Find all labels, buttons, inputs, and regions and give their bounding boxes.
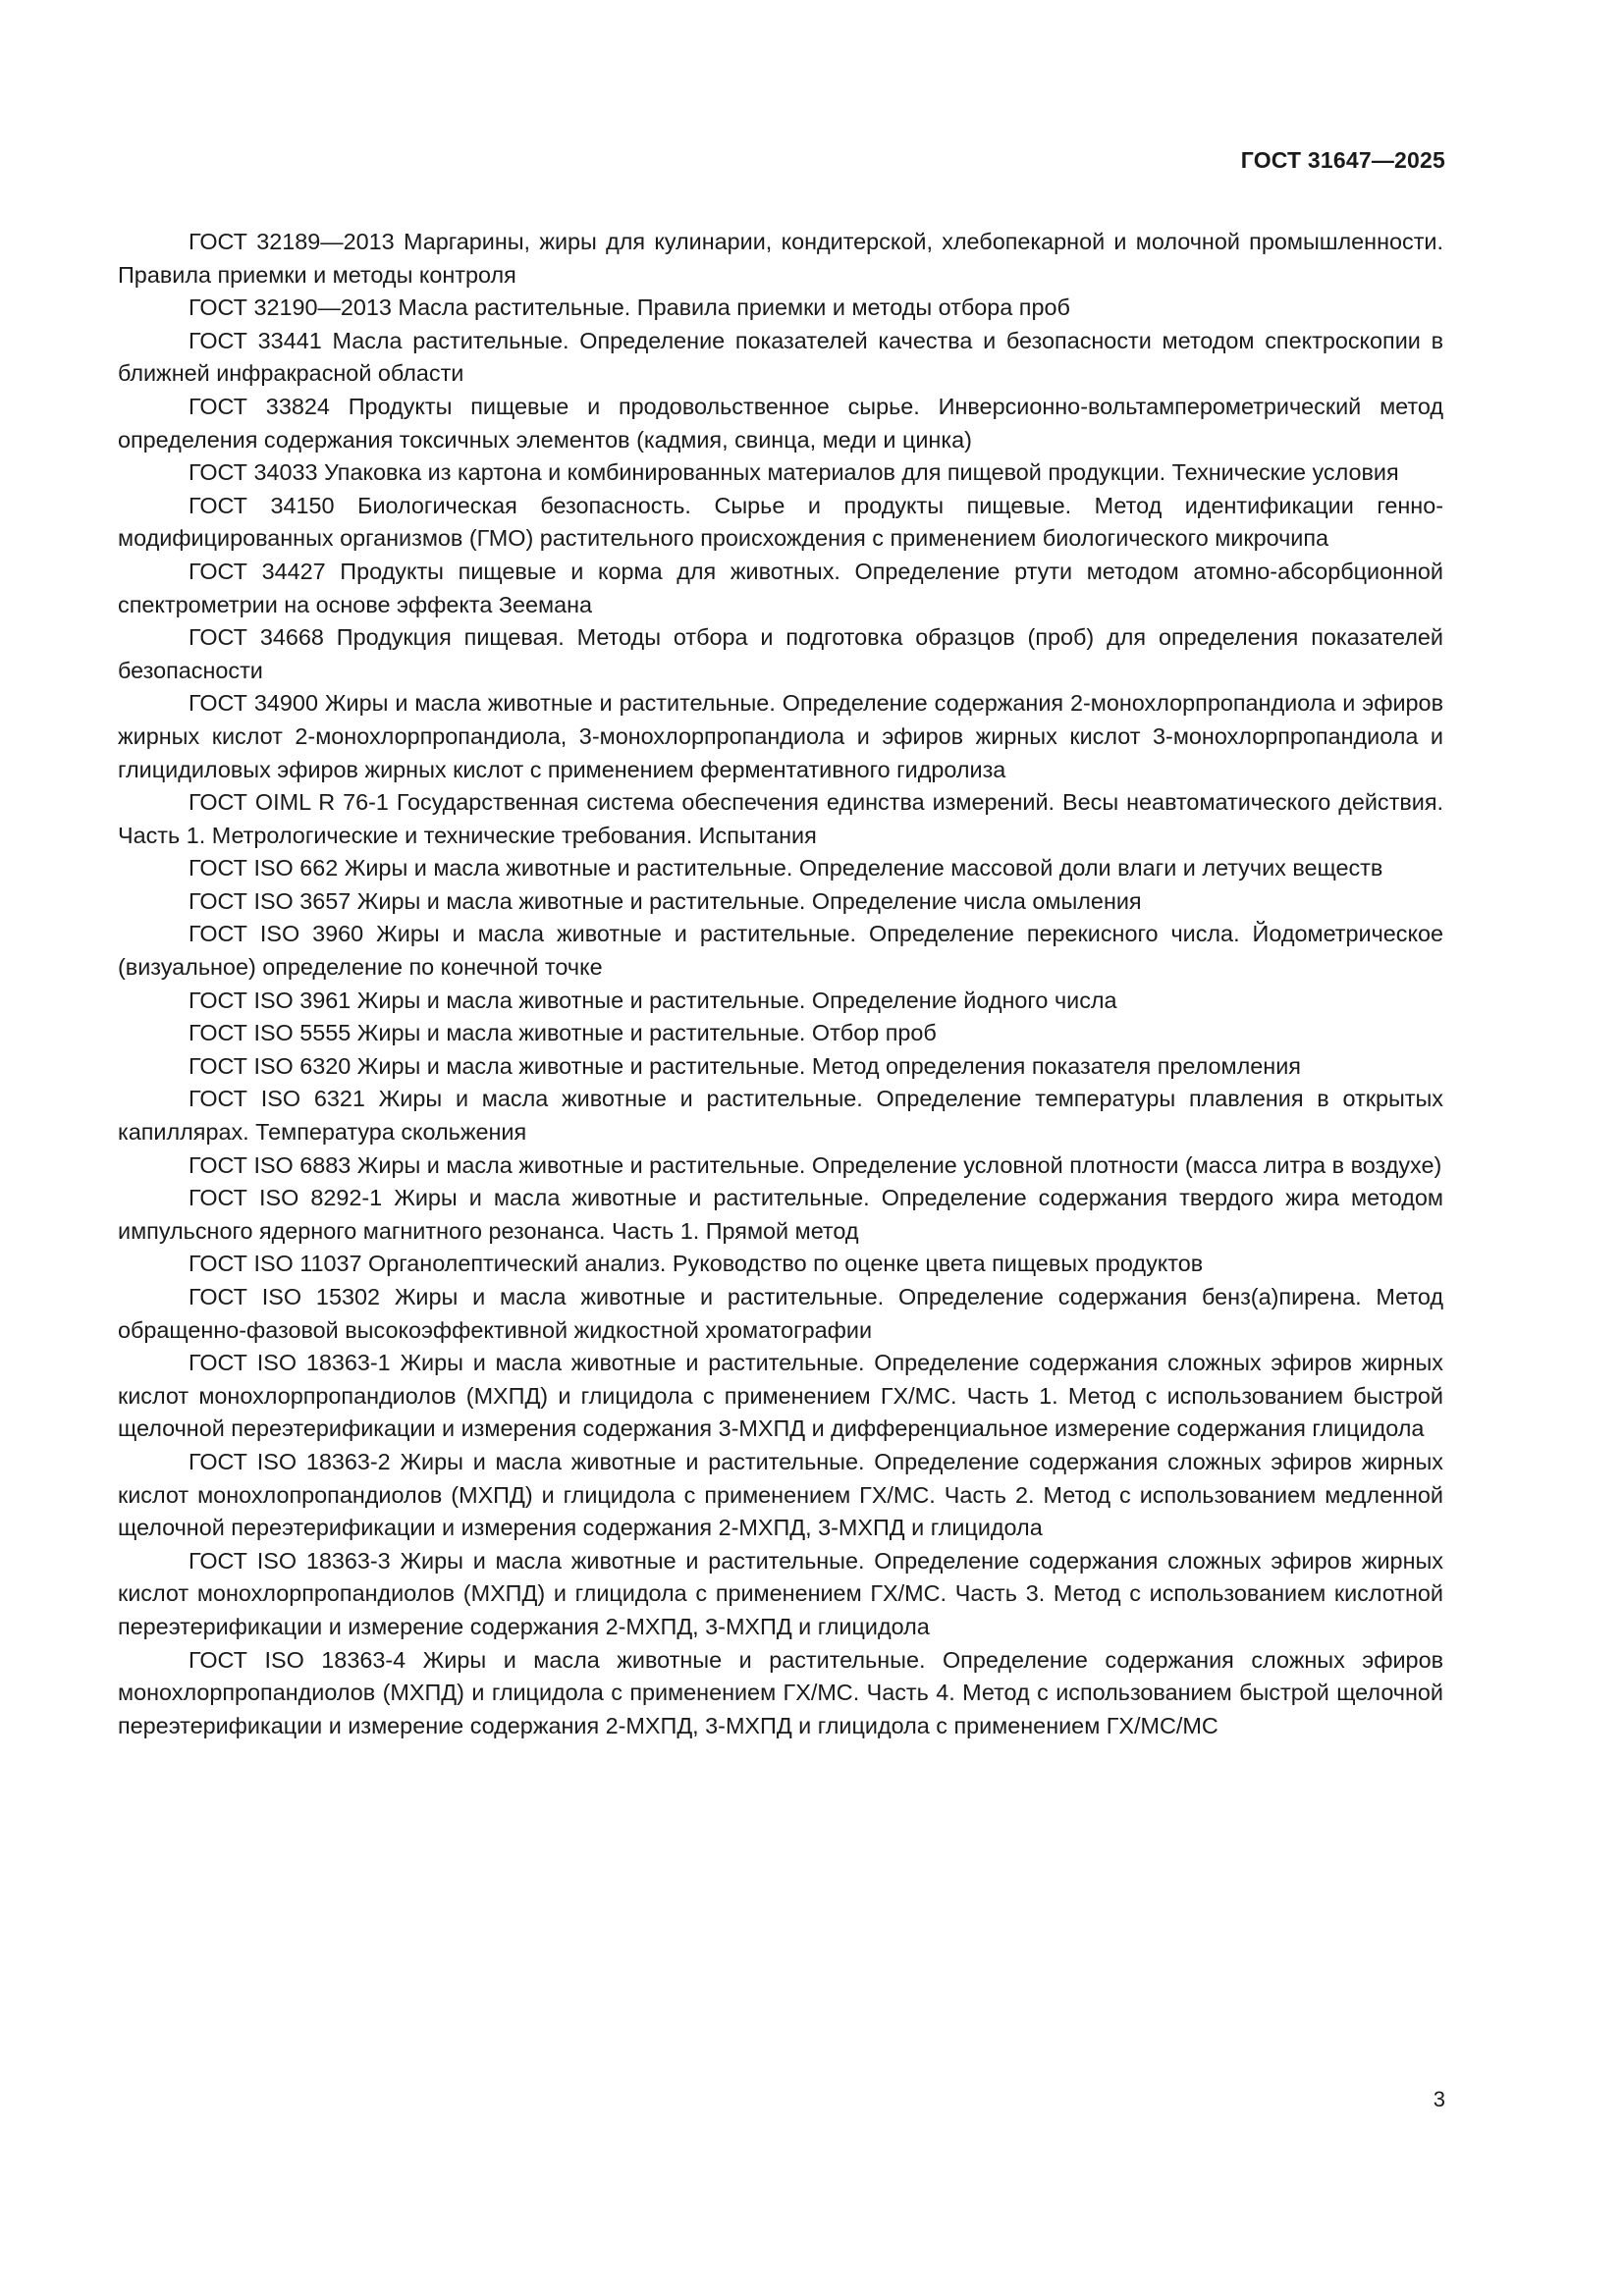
reference-entry: ГОСТ 32190—2013 Масла растительные. Правила приемки и методы отбора проб [189, 294, 1070, 321]
reference-entry: ГОСТ ISO 8292-1 Жиры и масла животные и растительные. Определение содержания твердого жира методом импульсного ядерного магнитного резонанса. Часть 1. Прямой метод [118, 1185, 1443, 1244]
reference-entry: ГОСТ 34900 Жиры и масла животные и растительные. Определение содержания 2-монохлорпропандиола и эфиров жирных кислот 2-монохлорпропандиола, 3-монохлорпропандиола и эфиров жирных кислот 3-монохлорпропандиола и глицидиловых эфиров жирных кислот с применением ферментативного гидролиза [118, 690, 1443, 782]
reference-entry: ГОСТ ISO 6883 Жиры и масла животные и растительные. Определение условной плотности (масса литра в воздухе) [189, 1151, 1442, 1178]
reference-entry: ГОСТ ISO 6321 Жиры и масла животные и растительные. Определение температуры плавления в открытых капиллярах. Температура скольжения [118, 1086, 1443, 1146]
reference-entry: ГОСТ ISO 15302 Жиры и масла животные и растительные. Определение содержания бенз(а)пирена. Метод обращенно-фазовой высокоэффективной жидкостной хроматографии [118, 1284, 1443, 1343]
reference-entry: ГОСТ ISO 3961 Жиры и масла животные и растительные. Определение йодного числа [189, 987, 1117, 1013]
reference-entry: ГОСТ ISO 6320 Жиры и масла животные и растительные. Метод определения показателя преломления [189, 1052, 1301, 1079]
reference-entry: ГОСТ ISO 18363-1 Жиры и масла животные и растительные. Определение содержания сложных эфиров жирных кислот монохлорпропандиолов (МХПД) и глицидола с применением ГХ/МС. Часть 1. Метод с использованием быстрой щелочной переэтерификации и измерения содержания 3-МХПД и дифференциальное измерение содержания глицидола [118, 1350, 1443, 1442]
reference-entry: ГОСТ 34427 Продукты пищевые и корма для животных. Определение ртути методом атомно-абсорбционной спектрометрии на основе эффекта Зеемана [118, 558, 1443, 617]
reference-entry: ГОСТ 34033 Упаковка из картона и комбинированных материалов для пищевой продукции. Технические условия [189, 459, 1399, 486]
reference-entry: ГОСТ ISO 3657 Жиры и масла животные и растительные. Определение числа омыления [189, 887, 1142, 914]
reference-entry: ГОСТ ISO 3960 Жиры и масла животные и растительные. Определение перекисного числа. Йодометрическое (визуальное) определение по конечной точке [118, 921, 1443, 981]
reference-entry: ГОСТ ISO 18363-4 Жиры и масла животные и растительные. Определение содержания сложных эфиров монохлорпропандиолов (МХПД) и глицидола с применением ГХ/МС. Часть 4. Метод с использованием быстрой щелочной переэтерификации и измерение содержания 2-МХПД, 3-МХПД и глицидола с применением ГХ/МС/МС [118, 1646, 1443, 1738]
reference-entry: ГОСТ ISO 18363-3 Жиры и масла животные и растительные. Определение содержания сложных эфиров жирных кислот монохлорпропандиолов (МХПД) и глицидола с применением ГХ/МС. Часть 3. Метод с использованием кислотной переэтерификации и измерение содержания 2-МХПД, 3-МХПД и глицидола [118, 1547, 1443, 1639]
reference-entry: ГОСТ ISO 11037 Органолептический анализ. Руководство по оценке цвета пищевых продуктов [189, 1251, 1204, 1277]
reference-entry: ГОСТ ISO 662 Жиры и масла животные и растительные. Определение массовой доли влаги и летучих веществ [189, 855, 1383, 881]
reference-entry: ГОСТ OIML R 76-1 Государственная система обеспечения единства измерений. Весы неавтоматического действия. Часть 1. Метрологические и технические требования. Испытания [118, 789, 1443, 848]
reference-entry: ГОСТ ISO 5555 Жиры и масла животные и растительные. Отбор проб [189, 1020, 937, 1046]
reference-entry: ГОСТ 34150 Биологическая безопасность. Сырье и продукты пищевые. Метод идентификации генно-модифицированных организмов (ГМО) растительного происхождения с применением биологического микрочипа [118, 492, 1443, 552]
document-header-standard: ГОСТ 31647—2025 [1240, 147, 1445, 173]
page-number: 3 [1433, 2087, 1445, 2111]
reference-entry: ГОСТ 34668 Продукция пищевая. Методы отбора и подготовка образцов (проб) для определения показателей безопасности [118, 624, 1443, 683]
reference-entry: ГОСТ ISO 18363-2 Жиры и масла животные и растительные. Определение содержания сложных эфиров жирных кислот монохлопропандиолов (МХПД) и глицидола с применением ГХ/МС. Часть 2. Метод с использованием медленной щелочной переэтерификации и измерения содержания 2-МХПД, 3-МХПД и глицидола [118, 1448, 1443, 1541]
reference-entry: ГОСТ 33824 Продукты пищевые и продовольственное сырье. Инверсионно-вольтамперометрический метод определения содержания токсичных элементов (кадмия, свинца, меди и цинка) [118, 393, 1443, 453]
reference-entry: ГОСТ 33441 Масла растительные. Определение показателей качества и безопасности методом спектроскопии в ближней инфракрасной области [118, 327, 1443, 387]
reference-entry: ГОСТ 32189—2013 Маргарины, жиры для кулинарии, кондитерской, хлебопекарной и молочной промышленности. Правила приемки и методы контроля [118, 229, 1443, 288]
normative-references-list [118, 226, 1443, 1742]
